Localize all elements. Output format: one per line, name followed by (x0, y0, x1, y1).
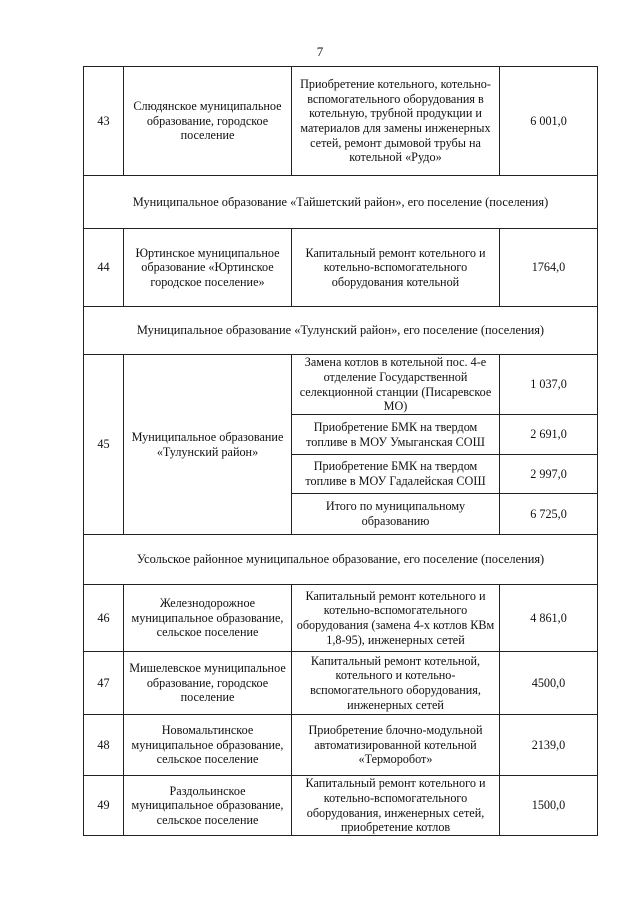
amount-cell: 6 001,0 (500, 67, 598, 176)
municipality-cell: Мишелевское муниципальное образование, городское поселение (124, 652, 292, 715)
row-number: 44 (84, 229, 124, 307)
work-description-cell: Приобретение котельного, котельно-вспомогательного оборудования в котельную, трубной продукции и материалов для замены инженерных сетей, ремонт дымовой трубы на котельной «Рудо» (292, 67, 500, 176)
municipality-cell: Юртинское муниципальное образование «Юртинское городское поселение» (124, 229, 292, 307)
row-number: 48 (84, 715, 124, 776)
municipality-cell: Раздольинское муниципальное образование, сельское поселение (124, 776, 292, 836)
table-row (84, 585, 598, 652)
work-description-cell: Капитальный ремонт котельного и котельно-вспомогательного оборудования, инженерных сетей, приобретение котлов (292, 776, 500, 836)
row-number: 49 (84, 776, 124, 836)
work-description-cell: Приобретение БМК на твердом топливе в МОУ Умыганская СОШ (292, 415, 500, 455)
section-heading: Муниципальное образование «Тайшетский район», его поселение (поселения) (84, 176, 598, 229)
work-description-cell: Замена котлов в котельной пос. 4-е отделение Государственной селекционной станции (Писаревское МО) (292, 355, 500, 415)
section-heading: Муниципальное образование «Тулунский район», его поселение (поселения) (84, 307, 598, 355)
work-description-cell: Капитальный ремонт котельной, котельного и котельно-вспомогательного оборудования, инженерных сетей (292, 652, 500, 715)
work-description-cell: Капитальный ремонт котельного и котельно-вспомогательного оборудования (замена 4-х котлов КВм 1,8-95), инженерных сетей (292, 585, 500, 652)
table-row (84, 229, 598, 307)
section-row (84, 307, 598, 355)
row-number: 47 (84, 652, 124, 715)
amount-cell: 4 861,0 (500, 585, 598, 652)
row-number: 45 (84, 355, 124, 535)
section-heading: Усольское районное муниципальное образование, его поселение (поселения) (84, 535, 598, 585)
row-number: 43 (84, 67, 124, 176)
amount-cell: 1 037,0 (500, 355, 598, 415)
work-description-cell: Приобретение блочно-модульной автоматизированной котельной «Терморобот» (292, 715, 500, 776)
amount-cell: 2 691,0 (500, 415, 598, 455)
row-number: 46 (84, 585, 124, 652)
section-row (84, 176, 598, 229)
section-row (84, 535, 598, 585)
table-row (84, 355, 598, 415)
table-row (84, 715, 598, 776)
amount-cell: 2 997,0 (500, 455, 598, 494)
municipality-cell: Новомальтинское муниципальное образование, сельское поселение (124, 715, 292, 776)
municipality-cell: Муниципальное образование «Тулунский район» (124, 355, 292, 535)
table-row (84, 652, 598, 715)
table-row (84, 776, 598, 836)
amount-cell: 2139,0 (500, 715, 598, 776)
work-description-cell: Приобретение БМК на твердом топливе в МОУ Гадалейская СОШ (292, 455, 500, 494)
amount-cell: 1500,0 (500, 776, 598, 836)
municipality-cell: Железнодорожное муниципальное образование, сельское поселение (124, 585, 292, 652)
amount-cell: 1764,0 (500, 229, 598, 307)
table-row (84, 67, 598, 176)
work-description-cell: Капитальный ремонт котельного и котельно-вспомогательного оборудования котельной (292, 229, 500, 307)
municipality-cell: Слюдянское муниципальное образование, городское поселение (124, 67, 292, 176)
page-number: 7 (316, 44, 324, 59)
subtotal-amount: 6 725,0 (500, 494, 598, 535)
funding-table (83, 66, 598, 836)
subtotal-label: Итого по муниципальному образованию (292, 494, 500, 535)
amount-cell: 4500,0 (500, 652, 598, 715)
